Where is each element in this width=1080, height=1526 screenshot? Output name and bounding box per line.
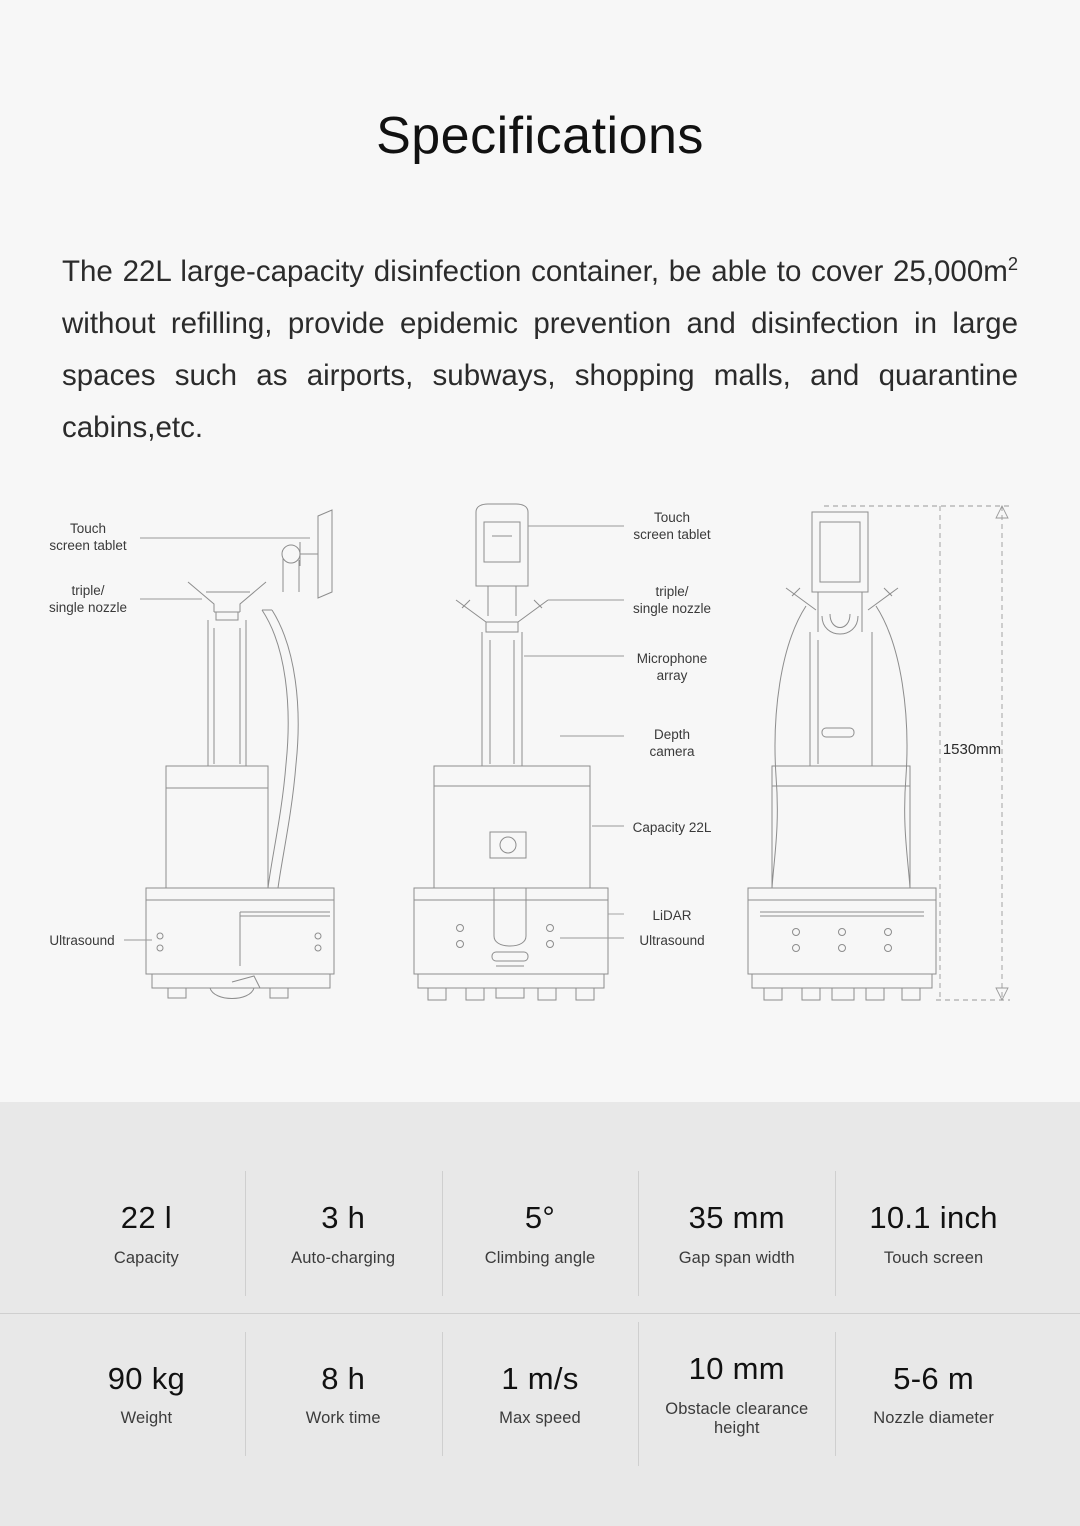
- spec-row-1: [0, 1154, 1080, 1314]
- page-title: Specifications: [376, 107, 704, 165]
- spec-value-climbing-angle: 5°: [524, 1200, 556, 1236]
- intro-paragraph: [62, 238, 1018, 454]
- front-label-lidar: LiDAR: [652, 907, 692, 923]
- spec-label-gap-span-width: Gap span width: [678, 1248, 795, 1267]
- spec-row-2: [0, 1314, 1080, 1474]
- front-label-nozzle-1: triple/: [655, 583, 689, 599]
- side-label-nozzle-2: single nozzle: [48, 599, 128, 615]
- spec-value-nozzle-diameter: 5-6 m: [893, 1360, 974, 1396]
- spec-label-capacity: Capacity: [113, 1248, 179, 1267]
- spec-cell-work-time: [245, 1350, 442, 1439]
- spec-value-gap-span-width: 35 mm: [688, 1200, 785, 1236]
- spec-label-max-speed: Max speed: [499, 1409, 581, 1428]
- front-label-microphone-1: Microphone: [636, 650, 708, 666]
- front-label-nozzle-2: single nozzle: [632, 600, 712, 616]
- spec-cell-capacity: [48, 1189, 245, 1278]
- front-label-microphone-2: array: [656, 667, 688, 683]
- front-label-depth-1: Depth: [653, 726, 691, 742]
- front-label-capacity: Capacity 22L: [632, 819, 712, 835]
- spec-label-touch-screen: Touch screen: [883, 1248, 984, 1267]
- spec-value-capacity: 22 l: [120, 1200, 172, 1236]
- spec-label-weight: Weight: [120, 1409, 173, 1428]
- intro-superscript: 2: [1007, 253, 1018, 275]
- spec-value-touch-screen: 10.1 inch: [869, 1200, 998, 1236]
- spec-value-weight: 90 kg: [107, 1360, 186, 1396]
- robot-front-view: [414, 504, 712, 1000]
- spec-cell-nozzle-diameter: [835, 1350, 1032, 1439]
- spec-cell-auto-charging: [245, 1189, 442, 1278]
- spec-value-work-time: 8 h: [321, 1360, 366, 1396]
- spec-label-climbing-angle: Climbing angle: [484, 1248, 596, 1267]
- robot-side-view: [49, 510, 334, 999]
- front-label-touch-screen-2: screen tablet: [633, 526, 711, 542]
- spec-label-auto-charging: Auto-charging: [291, 1248, 396, 1267]
- spec-value-obstacle-clearance: 10 mm: [688, 1351, 785, 1387]
- height-dimension-label: 1530mm: [942, 740, 1002, 758]
- intro-unit: m: [983, 254, 1008, 288]
- spec-value-max-speed: 1 m/s: [501, 1360, 579, 1396]
- side-label-touch-screen-1: Touch: [69, 520, 107, 536]
- intro-text-post: without refilling, provide epidemic prevention and disinfection in large spaces such as airports, subways, shopping malls, and quarantine cabins,etc.: [62, 306, 1018, 444]
- front-label-ultrasound: Ultrasound: [639, 932, 705, 948]
- side-label-nozzle-1: triple/: [71, 582, 105, 598]
- robot-back-view: [748, 506, 1010, 1000]
- spec-label-obstacle-clearance: Obstacle clearance height: [665, 1399, 809, 1437]
- specifications-table: [0, 1102, 1080, 1526]
- robot-technical-drawing: [0, 496, 1080, 1036]
- spec-cell-touch-screen: [835, 1189, 1032, 1278]
- intro-text-pre: The 22L large-capacity disinfection container, be able to cover 25,000: [62, 254, 984, 288]
- side-label-touch-screen-2: screen tablet: [49, 537, 127, 553]
- spec-cell-climbing-angle: [442, 1189, 639, 1278]
- spec-label-work-time: Work time: [305, 1409, 381, 1428]
- spec-cell-weight: [48, 1350, 245, 1439]
- side-label-ultrasound: Ultrasound: [49, 932, 115, 948]
- spec-value-auto-charging: 3 h: [321, 1200, 366, 1236]
- spec-cell-max-speed: [442, 1350, 639, 1439]
- front-label-depth-2: camera: [649, 743, 695, 759]
- spec-label-nozzle-diameter: Nozzle diameter: [873, 1409, 994, 1428]
- front-label-touch-screen-1: Touch: [653, 509, 691, 525]
- spec-cell-obstacle-clearance: [638, 1340, 835, 1448]
- robot-diagram-band: [0, 496, 1080, 1036]
- spec-cell-gap-span-width: [638, 1189, 835, 1278]
